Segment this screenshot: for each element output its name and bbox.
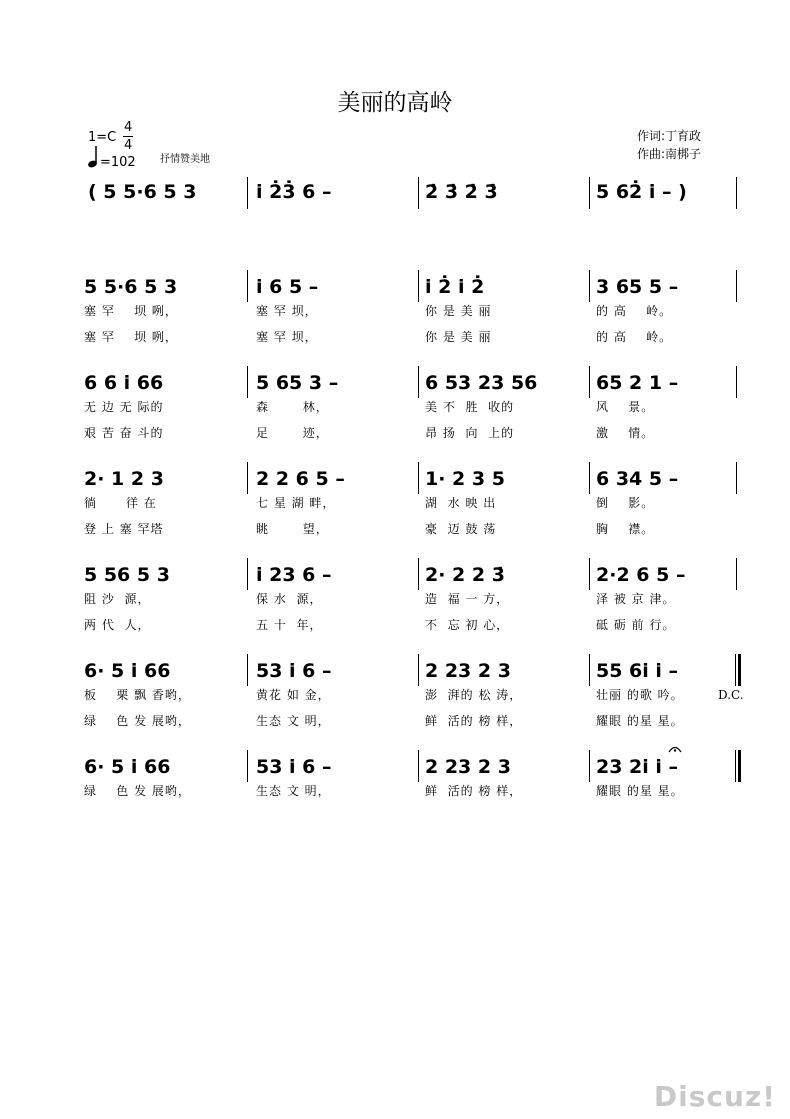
lyric-verse-2: 生态 文 明， (256, 714, 331, 728)
music-system-5 (0, 558, 790, 638)
lyric-verse-1: 绿 色 发 展哟， (84, 784, 191, 798)
measure-notes: 6 6 i 66 (84, 372, 164, 394)
measure-notes: 5 5·6 5 3 (84, 276, 178, 298)
measure-notes: 6 34 5 – (596, 468, 679, 490)
expression-marking: 抒情赞美地 (160, 154, 210, 165)
final-bar-line (735, 750, 736, 782)
final-bar-line-thick (738, 750, 741, 782)
measure-notes: 2̇ 3̇ 2̇ 3̇ (425, 181, 498, 203)
lyricist-credit: 作词:丁育政 (637, 129, 702, 143)
lyric-verse-1: 阻 沙 源， (84, 592, 151, 606)
lyric-verse-1: 保 水 源， (256, 592, 323, 606)
measure-notes: 5 56 5 3 (84, 564, 170, 586)
measure-notes: 2 23 2 3 (425, 756, 511, 778)
da-capo-marking: D.C. (718, 688, 744, 702)
watermark-logo: Discuz! (653, 1080, 776, 1113)
lyric-verse-2: 绿 色 发 展哟， (84, 714, 191, 728)
lyric-verse-2: 塞 罕 坝 咧， (84, 330, 178, 344)
bar-line (736, 462, 737, 494)
lyric-verse-2: 足 迹， (256, 426, 329, 440)
music-system-4 (0, 462, 790, 542)
lyric-verse-2: 砥 砺 前 行。 (596, 618, 676, 632)
music-system-2 (0, 270, 790, 350)
lyric-verse-1: 造 福 一 方， (425, 592, 510, 606)
bar-line (418, 558, 419, 590)
lyric-verse-2: 你 是 美 丽 (425, 330, 492, 344)
measure-notes: 6· 5 i 66 (84, 756, 171, 778)
bar-line (247, 462, 248, 494)
key-signature: 1=C (88, 130, 117, 145)
measure-notes: i 2̇3̇ 6 – (256, 181, 332, 203)
lyric-verse-1: 徜 徉 在 (84, 496, 157, 510)
lyric-verse-2: 的 高 岭。 (596, 330, 673, 344)
bar-line (736, 558, 737, 590)
lyric-verse-2: 激 情。 (596, 426, 655, 440)
lyric-verse-1: 澎 湃的 松 涛， (425, 688, 523, 702)
music-system-7 (0, 750, 790, 810)
lyric-verse-1: 倒 影。 (596, 496, 655, 510)
lyric-verse-1: 板 栗 飘 香哟， (84, 688, 191, 702)
measure-notes: 23 2i i – (596, 756, 679, 778)
lyric-verse-1: 塞 罕 坝 咧， (84, 304, 178, 318)
lyric-verse-2: 鲜 活的 榜 样， (425, 714, 523, 728)
lyric-verse-1: 泽 被 京 津。 (596, 592, 676, 606)
time-signature-bottom: 4 (124, 138, 133, 153)
bar-line (418, 750, 419, 782)
bar-line (589, 558, 590, 590)
lyric-verse-1: 壮丽 的歌 吟。 (596, 688, 684, 702)
measure-notes: 53 i 6 – (256, 660, 332, 682)
lyric-verse-1: 鲜 活的 榜 样， (425, 784, 523, 798)
measure-notes: 53 i 6 – (256, 756, 332, 778)
bar-line (247, 558, 248, 590)
final-bar-line (736, 177, 737, 209)
measure-notes: 2· 1 2 3 (84, 468, 164, 490)
lyric-verse-1: 美 不 胜 收的 (425, 400, 515, 414)
lyric-verse-2: 两 代 人， (84, 618, 151, 632)
bar-line (418, 462, 419, 494)
final-bar-line (735, 654, 736, 686)
measure-notes: 65 2 1 – (596, 372, 679, 394)
lyric-verse-2: 不 忘 初 心， (425, 618, 510, 632)
bar-line (589, 462, 590, 494)
lyric-verse-2: 豪 迈 鼓 荡 (425, 522, 497, 536)
lyric-verse-2: 胸 襟。 (596, 522, 655, 536)
measure-notes: 2 2 6 5 – (256, 468, 345, 490)
measure-notes: ( 5 5·6 5 3 (88, 181, 197, 203)
bar-line (418, 366, 419, 398)
lyric-verse-1: 黄花 如 金， (256, 688, 331, 702)
lyric-verse-2: 五 十 年， (256, 618, 323, 632)
lyric-verse-1: 塞 罕 坝， (256, 304, 318, 318)
bar-line (247, 654, 248, 686)
bar-line (418, 177, 419, 209)
bar-line (247, 366, 248, 398)
measure-notes: 5 62̇ i – ) (596, 181, 687, 203)
bar-line (247, 177, 248, 209)
bar-line (589, 750, 590, 782)
measure-notes: 55 6i i – (596, 660, 679, 682)
measure-notes: 6 53 23 56 (425, 372, 538, 394)
lyric-verse-2: 耀眼 的星 星。 (596, 714, 684, 728)
composer-credit: 作曲:南梆子 (637, 147, 702, 161)
bar-line (736, 366, 737, 398)
bar-line (589, 270, 590, 302)
lyric-verse-1: 湖 水 映 出 (425, 496, 497, 510)
lyric-verse-1: 森 林， (256, 400, 329, 414)
lyric-verse-2: 塞 罕 坝， (256, 330, 318, 344)
song-title: 美丽的高岭 (337, 90, 453, 116)
time-signature-line (123, 136, 133, 137)
measure-notes: i 23 6 – (256, 564, 332, 586)
bar-line (247, 270, 248, 302)
bar-line (247, 750, 248, 782)
bar-line (589, 654, 590, 686)
lyric-verse-1: 生态 文 明， (256, 784, 331, 798)
music-system-1 (0, 175, 790, 215)
tempo-marking: =102 (100, 155, 136, 170)
bar-line (589, 366, 590, 398)
lyric-verse-1: 你 是 美 丽 (425, 304, 492, 318)
measure-notes: i 2̇ i 2̇ (425, 276, 485, 298)
measure-notes: 6· 5 i 66 (84, 660, 171, 682)
lyric-verse-2: 登 上 塞 罕塔 (84, 522, 164, 536)
quarter-note-icon (87, 145, 99, 173)
fermata-icon (668, 738, 682, 757)
measure-notes: 1· 2 3 5 (425, 468, 505, 490)
lyric-verse-2: 眺 望， (256, 522, 329, 536)
music-system-3 (0, 366, 790, 446)
measure-notes: 3 65 5 – (596, 276, 679, 298)
bar-line (736, 270, 737, 302)
lyric-verse-1: 七 星 湖 畔， (256, 496, 336, 510)
measure-notes: 2·2 6 5 – (596, 564, 686, 586)
lyric-verse-2: 艰 苦 奋 斗的 (84, 426, 164, 440)
lyric-verse-1: 耀眼 的星 星。 (596, 784, 684, 798)
lyric-verse-1: 风 景。 (596, 400, 655, 414)
bar-line (589, 177, 590, 209)
measure-notes: 5 65 3 – (256, 372, 339, 394)
measure-notes: 2 23 2 3 (425, 660, 511, 682)
bar-line (418, 270, 419, 302)
measure-notes: 2· 2 2 3̇ (425, 564, 505, 586)
lyric-verse-1: 无 边 无 际的 (84, 400, 164, 414)
music-system-6 (0, 654, 790, 734)
final-bar-line-thick (738, 654, 741, 686)
lyric-verse-1: 的 高 岭。 (596, 304, 673, 318)
measure-notes: i 6 5 – (256, 276, 319, 298)
time-signature-top: 4 (124, 120, 133, 135)
bar-line (418, 654, 419, 686)
lyric-verse-2: 昂 扬 向 上的 (425, 426, 515, 440)
